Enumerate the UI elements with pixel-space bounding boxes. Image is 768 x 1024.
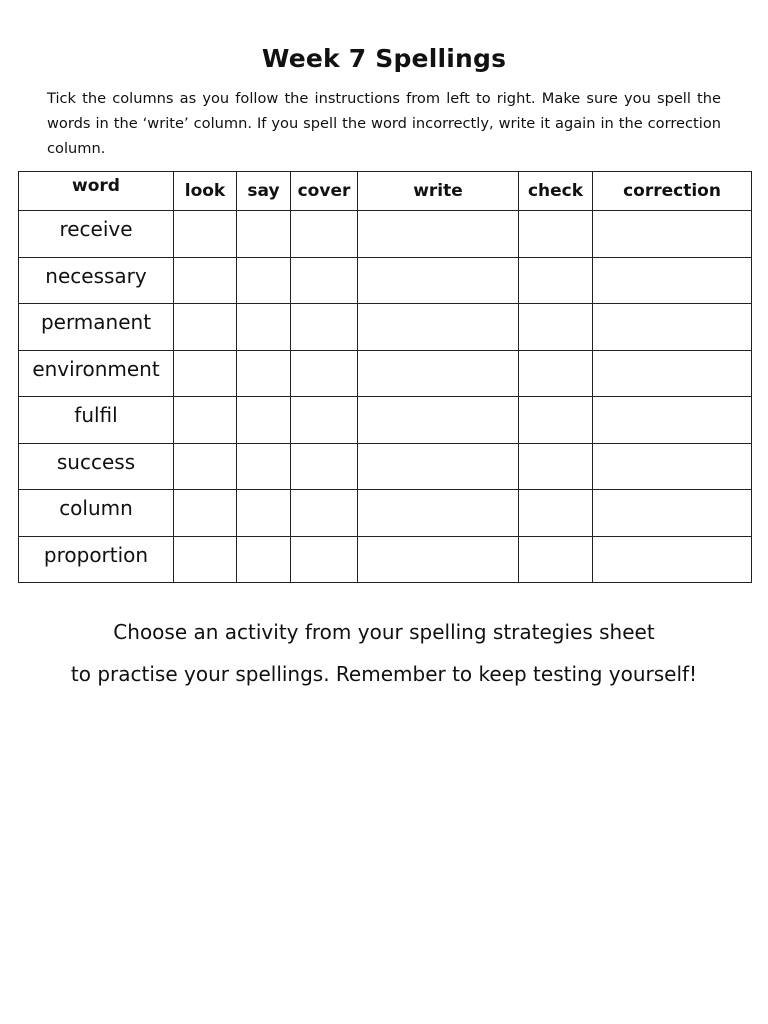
cover-cell[interactable] [291, 211, 358, 258]
word-cell: necessary [19, 257, 174, 304]
look-cell[interactable] [174, 211, 237, 258]
write-cell[interactable] [358, 350, 519, 397]
check-cell[interactable] [519, 397, 593, 444]
footer-line-1: Choose an activity from your spelling strategies sheet [113, 620, 655, 644]
look-cell[interactable] [174, 257, 237, 304]
check-cell[interactable] [519, 536, 593, 583]
footer-line-2: to practise your spellings. Remember to keep testing yourself! [70, 662, 698, 686]
say-cell[interactable] [237, 443, 291, 490]
column-header-word: word [19, 172, 174, 211]
write-cell[interactable] [358, 490, 519, 537]
look-cell[interactable] [174, 397, 237, 444]
correction-cell[interactable] [593, 350, 752, 397]
say-cell[interactable] [237, 350, 291, 397]
correction-cell[interactable] [593, 304, 752, 351]
word-cell: proportion [19, 536, 174, 583]
correction-cell[interactable] [593, 443, 752, 490]
check-cell[interactable] [519, 304, 593, 351]
table-row [19, 443, 752, 490]
page-title: Week 7 Spellings [261, 44, 507, 73]
column-header-say: say [237, 172, 291, 211]
say-cell[interactable] [237, 211, 291, 258]
correction-cell[interactable] [593, 490, 752, 537]
correction-cell[interactable] [593, 257, 752, 304]
cover-cell[interactable] [291, 257, 358, 304]
check-cell[interactable] [519, 490, 593, 537]
table-row [19, 536, 752, 583]
header-row [19, 172, 752, 211]
look-cell[interactable] [174, 443, 237, 490]
correction-cell[interactable] [593, 397, 752, 444]
say-cell[interactable] [237, 536, 291, 583]
correction-cell[interactable] [593, 536, 752, 583]
column-header-cover: cover [291, 172, 358, 211]
word-cell: success [19, 443, 174, 490]
look-cell[interactable] [174, 350, 237, 397]
table-row [19, 490, 752, 537]
cover-cell[interactable] [291, 536, 358, 583]
say-cell[interactable] [237, 397, 291, 444]
column-header-check: check [519, 172, 593, 211]
instructions-text: Tick the columns as you follow the instructions from left to right. Make sure you spell the words in the ‘write’ column. If you spell the word incorrectly, write it again in the correction column. [47, 90, 721, 157]
table-row [19, 257, 752, 304]
look-cell[interactable] [174, 304, 237, 351]
word-cell: permanent [19, 304, 174, 351]
write-cell[interactable] [358, 536, 519, 583]
correction-cell[interactable] [593, 211, 752, 258]
table-row [19, 350, 752, 397]
write-cell[interactable] [358, 211, 519, 258]
cover-cell[interactable] [291, 443, 358, 490]
write-cell[interactable] [358, 443, 519, 490]
word-cell: column [19, 490, 174, 537]
check-cell[interactable] [519, 211, 593, 258]
column-header-correction: correction [593, 172, 752, 211]
word-cell: receive [19, 211, 174, 258]
check-cell[interactable] [519, 257, 593, 304]
table-row [19, 304, 752, 351]
cover-cell[interactable] [291, 397, 358, 444]
write-cell[interactable] [358, 397, 519, 444]
word-cell: environment [19, 350, 174, 397]
word-cell: fulfil [19, 397, 174, 444]
say-cell[interactable] [237, 304, 291, 351]
cover-cell[interactable] [291, 350, 358, 397]
column-header-look: look [174, 172, 237, 211]
check-cell[interactable] [519, 443, 593, 490]
look-cell[interactable] [174, 490, 237, 537]
look-cell[interactable] [174, 536, 237, 583]
say-cell[interactable] [237, 490, 291, 537]
write-cell[interactable] [358, 304, 519, 351]
table-row [19, 397, 752, 444]
say-cell[interactable] [237, 257, 291, 304]
write-cell[interactable] [358, 257, 519, 304]
check-cell[interactable] [519, 350, 593, 397]
column-header-write: write [358, 172, 519, 211]
spelling-table [18, 171, 752, 583]
cover-cell[interactable] [291, 490, 358, 537]
cover-cell[interactable] [291, 304, 358, 351]
table-row [19, 211, 752, 258]
